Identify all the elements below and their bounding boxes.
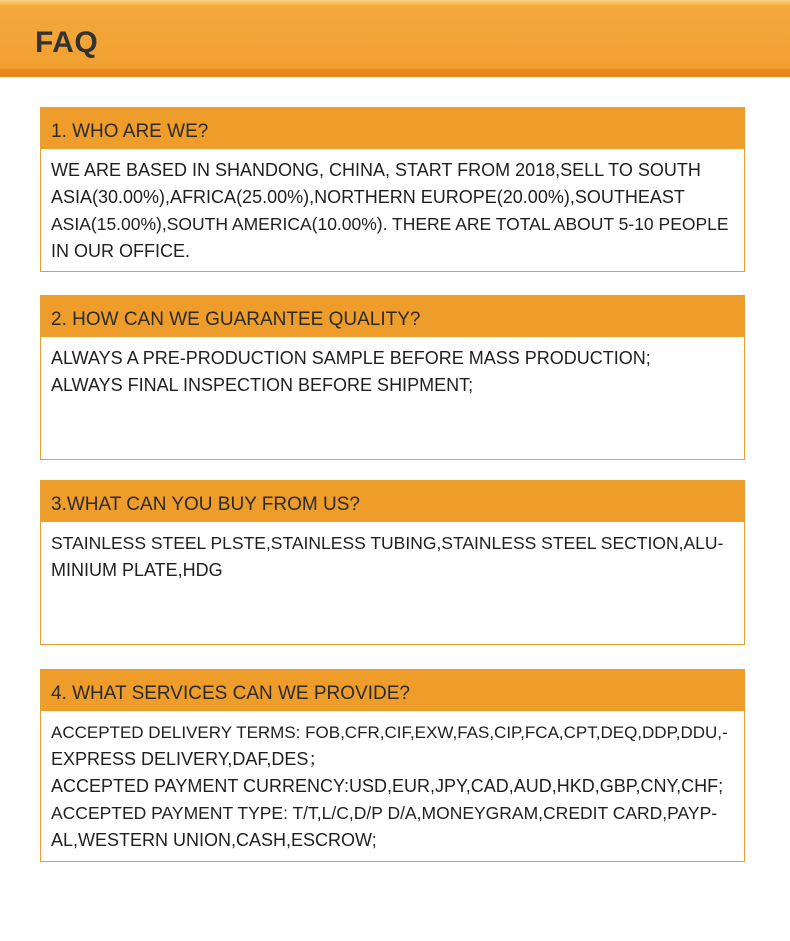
faq-answer-line: WE ARE BASED IN SHANDONG, CHINA, START FROM 2018,SELL TO SOUTH xyxy=(51,160,701,180)
faq-answer-line: ALWAYS A PRE-PRODUCTION SAMPLE BEFORE MASS PRODUCTION; xyxy=(51,348,651,368)
faq-answer-line: ACCEPTED PAYMENT TYPE: T/T,L/C,D/P D/A,MONEYGRAM,CREDIT CARD,PAYP- xyxy=(51,803,718,823)
faq-question: 3.WHAT CAN YOU BUY FROM US? xyxy=(41,481,744,522)
faq-answer-line: ASIA(15.00%),SOUTH AMERICA(10.00%). THERE ARE TOTAL ABOUT 5-10 PEOPLE xyxy=(51,214,729,234)
faq-answer-line: ASIA(30.00%),AFRICA(25.00%),NORTHERN EUROPE(20.00%),SOUTHEAST xyxy=(51,187,685,207)
faq-question: 2. HOW CAN WE GUARANTEE QUALITY? xyxy=(41,296,744,337)
faq-answer-line: AL,WESTERN UNION,CASH,ESCROW; xyxy=(51,830,377,850)
faq-item-4 xyxy=(40,669,745,862)
page-title: FAQ xyxy=(35,26,99,59)
faq-answer xyxy=(41,337,744,399)
faq-header-bar xyxy=(0,0,790,77)
faq-item-1 xyxy=(40,107,745,272)
faq-answer-line: ALWAYS FINAL INSPECTION BEFORE SHIPMENT; xyxy=(51,375,474,395)
faq-answer xyxy=(41,149,744,265)
faq-question: 1. WHO ARE WE? xyxy=(41,108,744,149)
faq-answer-line: ACCEPTED DELIVERY TERMS: FOB,CFR,CIF,EXW,FAS,CIP,FCA,CPT,DEQ,DDP,DDU,- xyxy=(51,723,728,742)
faq-answer xyxy=(41,522,744,584)
faq-answer-line: EXPRESS DELIVERY,DAF,DES； xyxy=(51,749,327,769)
faq-question: 4. WHAT SERVICES CAN WE PROVIDE? xyxy=(41,670,744,711)
faq-answer-line: ACCEPTED PAYMENT CURRENCY:USD,EUR,JPY,CAD,AUD,HKD,GBP,CNY,CHF; xyxy=(51,776,724,796)
faq-item-3 xyxy=(40,480,745,645)
faq-answer-line: MINIUM PLATE,HDG xyxy=(51,560,223,580)
faq-answer-line: STAINLESS STEEL PLSTE,STAINLESS TUBING,STAINLESS STEEL SECTION,ALU- xyxy=(51,533,724,553)
faq-item-2 xyxy=(40,295,745,460)
faq-answer-line: IN OUR OFFICE. xyxy=(51,241,190,261)
faq-answer xyxy=(41,711,744,854)
